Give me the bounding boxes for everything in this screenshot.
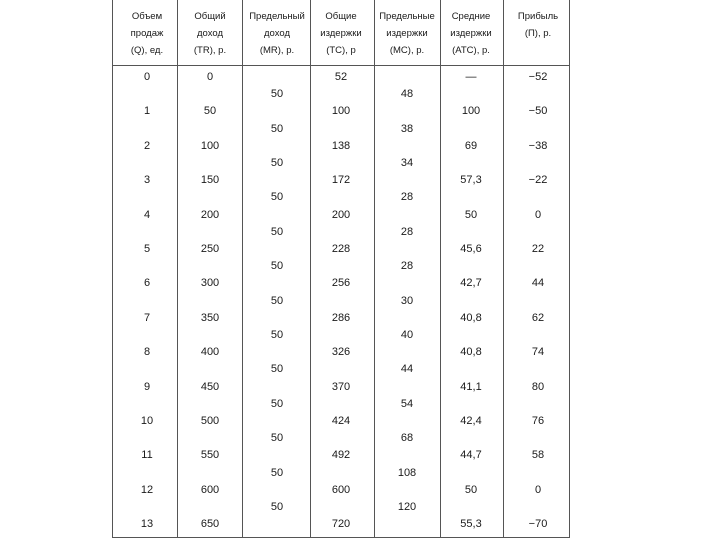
- column-header-q: [131, 8, 164, 59]
- column-divider: [310, 0, 311, 538]
- cell-tr: 550: [200, 449, 220, 462]
- cell-q: 12: [140, 483, 154, 496]
- cell-pr: −50: [528, 105, 548, 118]
- cell-tc: 424: [331, 415, 351, 427]
- cell-tr: 450: [200, 380, 220, 393]
- column-header-mc: [379, 8, 435, 59]
- cell-atc: 44,7: [460, 449, 482, 462]
- column-header-line: (MR), р.: [259, 45, 295, 56]
- cell-tc: 286: [331, 311, 351, 324]
- cell-mc: 108: [397, 466, 417, 479]
- cell-tr: 250: [200, 243, 220, 255]
- cell-mc: 38: [400, 122, 414, 135]
- cell-tc: 326: [331, 346, 351, 359]
- cell-mr: 50: [270, 191, 284, 204]
- cell-tr: 650: [200, 518, 220, 531]
- cell-tr: 350: [200, 311, 220, 324]
- cell-mc: 48: [400, 88, 414, 101]
- cell-q: 5: [143, 243, 151, 255]
- column-header-line: Предельный: [249, 11, 305, 22]
- cell-q: 2: [143, 139, 151, 152]
- cell-mc: 34: [400, 157, 414, 169]
- cell-atc: 41,1: [460, 380, 482, 393]
- cell-tr: 400: [200, 346, 220, 359]
- cell-atc: 42,4: [460, 415, 482, 427]
- cell-mr: 50: [270, 122, 284, 135]
- cell-tc: 720: [331, 518, 351, 531]
- column-divider: [503, 0, 504, 538]
- cell-pr: 80: [531, 380, 545, 393]
- column-header-line: издержки: [450, 28, 492, 39]
- column-header-tr: [194, 8, 226, 59]
- cell-q: 11: [141, 449, 153, 462]
- cell-atc: —: [465, 71, 477, 83]
- cell-tr: 500: [200, 415, 220, 427]
- cell-pr: −52: [528, 71, 548, 83]
- column-header-line: Предельные: [379, 11, 435, 22]
- header-divider: [112, 65, 570, 66]
- column-divider: [242, 0, 243, 538]
- column-header-mr: [249, 8, 305, 59]
- cell-tc: 172: [331, 174, 351, 187]
- cell-tc: 600: [331, 483, 351, 496]
- cell-atc: 42,7: [460, 277, 482, 290]
- cell-mr: 50: [270, 294, 284, 307]
- cell-q: 6: [143, 277, 151, 290]
- column-header-line: Прибыль: [517, 11, 559, 22]
- cell-mr: 50: [270, 329, 284, 341]
- column-header-line: доход: [197, 28, 223, 39]
- cell-q: 9: [143, 380, 151, 393]
- column-header-line: издержки: [386, 28, 428, 39]
- column-header-tc: [320, 8, 361, 59]
- cell-tc: 52: [334, 71, 348, 83]
- cell-mc: 28: [400, 225, 414, 238]
- cell-tr: 200: [200, 208, 220, 221]
- cell-mc: 30: [400, 294, 414, 307]
- cell-atc: 57,3: [460, 174, 482, 187]
- cell-tr: 100: [200, 139, 220, 152]
- cell-q: 13: [140, 518, 154, 531]
- cell-mr: 50: [270, 157, 284, 169]
- cell-mc: 44: [400, 363, 414, 376]
- cell-atc: 69: [464, 139, 478, 152]
- cell-q: 10: [140, 415, 154, 427]
- cell-pr: 44: [531, 277, 545, 290]
- column-header-atc: [450, 8, 491, 59]
- cell-q: 1: [143, 105, 151, 118]
- cell-mr: 50: [270, 501, 284, 513]
- cell-mr: 50: [270, 397, 284, 410]
- cell-atc: 55,3: [460, 518, 482, 531]
- column-header-line: (TC), р: [326, 45, 356, 56]
- cell-atc: 100: [461, 105, 481, 118]
- column-divider: [374, 0, 375, 538]
- cell-mc: 40: [400, 329, 414, 341]
- column-header-line: (Q), ед.: [130, 45, 164, 56]
- cell-tc: 256: [331, 277, 351, 290]
- cell-tr: 600: [200, 483, 220, 496]
- cell-tc: 138: [331, 139, 351, 152]
- column-divider: [177, 0, 178, 538]
- cell-atc: 50: [464, 483, 478, 496]
- cell-mr: 50: [270, 225, 284, 238]
- cell-mc: 68: [400, 432, 414, 445]
- column-header-line: (П), р.: [524, 28, 552, 39]
- column-header-line: (TR), р.: [193, 45, 227, 56]
- column-header-line: издержки: [320, 28, 362, 39]
- cell-tr: 150: [200, 174, 220, 187]
- column-header-line: продаж: [130, 28, 164, 39]
- column-header-line: (MC), р.: [389, 45, 425, 56]
- cell-atc: 40,8: [460, 346, 482, 359]
- cell-tc: 100: [331, 105, 351, 118]
- cell-pr: 76: [531, 415, 545, 427]
- column-header-pr: [518, 8, 558, 42]
- cell-mc: 28: [400, 191, 414, 204]
- cell-pr: 58: [531, 449, 545, 462]
- cell-pr: 62: [531, 311, 545, 324]
- cell-q: 4: [143, 208, 151, 221]
- column-header-line: Общие: [325, 11, 357, 22]
- column-header-line: Средние: [451, 11, 491, 22]
- cell-atc: 45,6: [460, 243, 482, 255]
- cell-pr: 74: [531, 346, 545, 359]
- cell-pr: −70: [528, 518, 548, 531]
- cell-pr: −22: [528, 174, 548, 187]
- column-header-line: доход: [264, 28, 290, 39]
- cell-q: 7: [143, 311, 151, 324]
- cell-tr: 300: [200, 277, 220, 290]
- cell-mr: 50: [270, 466, 284, 479]
- cell-pr: 0: [534, 208, 542, 221]
- cell-tc: 492: [331, 449, 351, 462]
- cell-mr: 50: [270, 432, 284, 445]
- column-header-line: (ATC), р.: [452, 45, 490, 56]
- cell-mc: 28: [400, 260, 414, 273]
- cell-mc: 120: [397, 501, 417, 513]
- column-header-line: Общий: [194, 11, 226, 22]
- cell-tc: 370: [331, 380, 351, 393]
- cell-pr: 0: [534, 483, 542, 496]
- cell-q: 8: [143, 346, 151, 359]
- column-divider: [440, 0, 441, 538]
- cell-q: 3: [143, 174, 151, 187]
- cell-tc: 200: [331, 208, 351, 221]
- cell-mr: 50: [270, 260, 284, 273]
- cell-mr: 50: [270, 88, 284, 101]
- cell-tr: 50: [203, 105, 217, 118]
- cell-mr: 50: [270, 363, 284, 376]
- cell-q: 0: [143, 71, 151, 83]
- cell-mc: 54: [400, 397, 414, 410]
- cell-tr: 0: [206, 71, 214, 83]
- cell-atc: 40,8: [460, 311, 482, 324]
- cell-pr: −38: [528, 139, 548, 152]
- column-header-line: Объем: [131, 11, 163, 22]
- cell-tc: 228: [331, 243, 351, 255]
- cell-atc: 50: [464, 208, 478, 221]
- cell-pr: 22: [531, 243, 545, 255]
